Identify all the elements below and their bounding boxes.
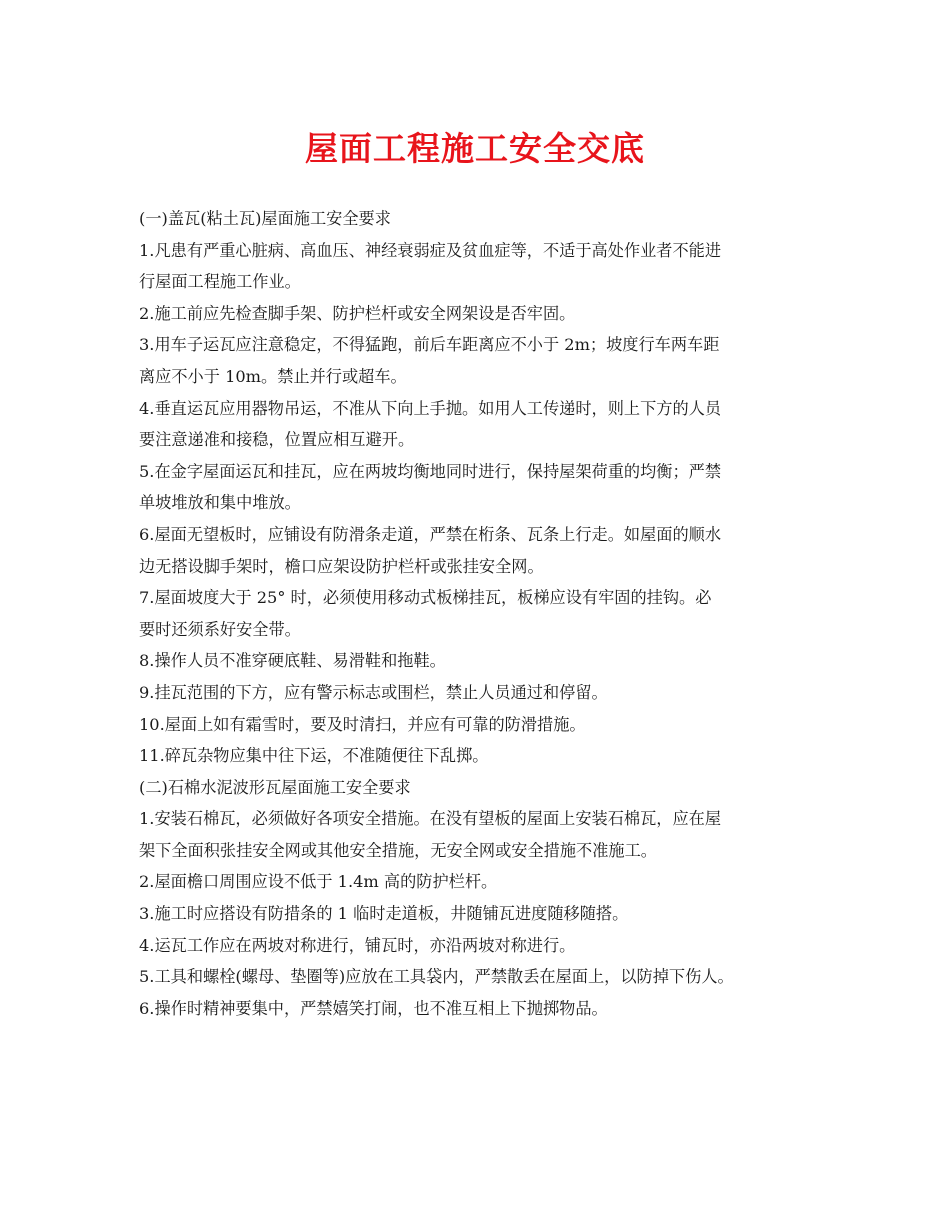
paragraph-line: 边无搭设脚手架时，檐口应架设防护栏杆或张挂安全网。 (139, 556, 544, 576)
paragraph-line: 离应不小于 10m。禁止并行或超车。 (139, 366, 407, 386)
section-heading-2: (二)石棉水泥波形瓦屋面施工安全要求 (139, 777, 411, 797)
paragraph-line: 要注意递准和接稳，位置应相互避开。 (139, 430, 415, 450)
paragraph-line: 5.工具和螺栓(螺母、垫圈等)应放在工具袋内，严禁散丢在屋面上，以防掉下伤人。 (139, 967, 734, 987)
paragraph-line: 4.运瓦工作应在两坡对称进行，铺瓦时，亦沿两坡对称进行。 (139, 935, 576, 955)
paragraph-line: 6.屋面无望板时，应铺设有防滑条走道，严禁在桁条、瓦条上行走。如屋面的顺水 (139, 524, 722, 544)
paragraph-line: 9.挂瓦范围的下方，应有警示标志或围栏，禁止人员通过和停留。 (139, 682, 608, 702)
paragraph-line: 8.操作人员不准穿硬底鞋、易滑鞋和拖鞋。 (139, 651, 446, 671)
section-heading-1: (一)盖瓦(粘土瓦)屋面施工安全要求 (139, 209, 391, 228)
paragraph-line: 6.操作时精神要集中，严禁嬉笑打闹，也不准互相上下抛掷物品。 (139, 998, 608, 1018)
paragraph-line: 3.施工时应搭设有防措条的 1 临时走道板，井随铺瓦进度随移随搭。 (139, 904, 629, 924)
paragraph-line: 4.垂直运瓦应用器物吊运，不准从下向上手抛。如用人工传递时，则上下方的人员 (139, 398, 722, 418)
document-body (139, 203, 829, 1024)
document-title: 屋面工程施工安全交底 (305, 129, 645, 168)
paragraph-line: 单坡堆放和集中堆放。 (139, 493, 301, 513)
paragraph-line: 1.安装石棉瓦，必须做好各项安全措施。在没有望板的屋面上安装石棉瓦，应在屋 (139, 809, 722, 829)
paragraph-line: 架下全面积张挂安全网或其他安全措施，无安全网或安全措施不准施工。 (139, 840, 657, 860)
paragraph-line: 行屋面工程施工作业。 (139, 272, 301, 292)
paragraph-line: 3.用车子运瓦应注意稳定，不得猛跑，前后车距离应不小于 2m；坡度行车两车距 (139, 335, 720, 355)
paragraph-line: 7.屋面坡度大于 25° 时，必须使用移动式板梯挂瓦，板梯应设有牢固的挂钩。必 (139, 588, 712, 608)
paragraph-line: 2.施工前应先检查脚手架、防护栏杆或安全网架设是否牢固。 (139, 303, 576, 323)
paragraph-line: 要时还须系好安全带。 (139, 619, 301, 639)
paragraph-line: 2.屋面檐口周围应设不低于 1.4m 高的防护栏杆。 (139, 872, 498, 892)
paragraph-line: 1.凡患有严重心脏病、高血压、神经衰弱症及贫血症等，不适于高处作业者不能进 (139, 240, 722, 260)
paragraph-line: 5.在金字屋面运瓦和挂瓦，应在两坡均衡地同时进行，保持屋架荷重的均衡；严禁 (139, 461, 722, 481)
paragraph-line: 11.碎瓦杂物应集中往下运，不准随便往下乱掷。 (139, 746, 489, 766)
paragraph-line: 10.屋面上如有霜雪时，要及时清扫，并应有可靠的防滑措施。 (139, 714, 586, 734)
